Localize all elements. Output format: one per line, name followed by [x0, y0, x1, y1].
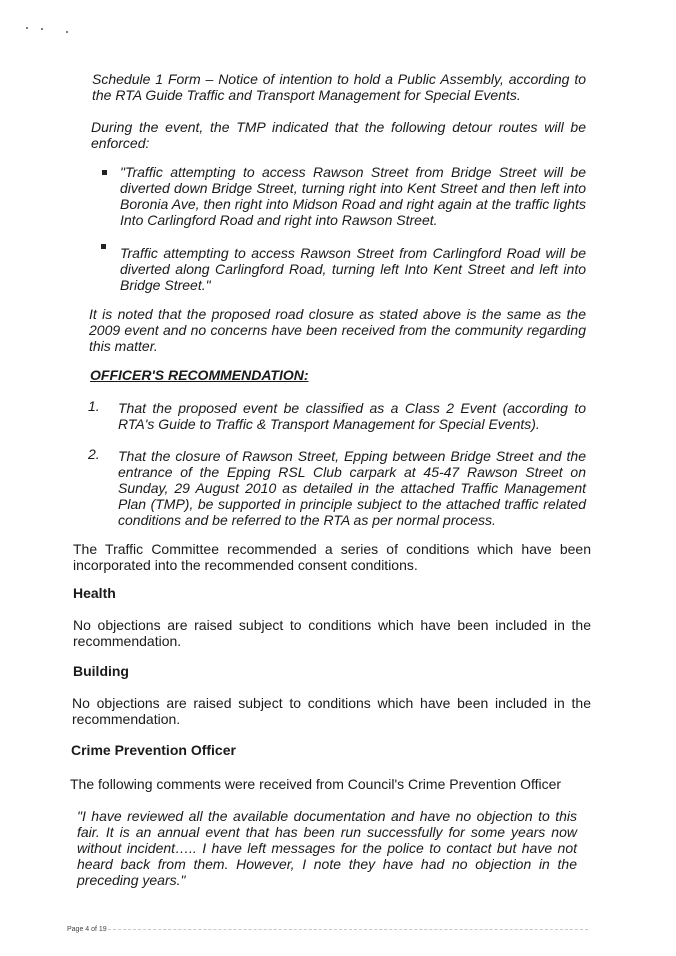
- footer-divider: [108, 929, 588, 930]
- traffic-committee-paragraph: The Traffic Committee recommended a series of conditions which have been incorporated into the recommended consent conditions.: [73, 541, 591, 573]
- health-heading: Health: [73, 585, 116, 601]
- scan-speck: [26, 27, 28, 29]
- recommendation-number-2: 2.: [88, 446, 100, 462]
- crime-prevention-intro: The following comments were received from Council's Crime Prevention Officer: [70, 776, 562, 792]
- scan-speck: [66, 31, 68, 33]
- scan-speck: [41, 28, 43, 30]
- health-paragraph: No objections are raised subject to conditions which have been included in the recommendation.: [73, 617, 591, 649]
- detour-intro-paragraph: During the event, the TMP indicated that the following detour routes will be enforced:: [91, 119, 586, 151]
- bullet-marker: [101, 244, 106, 249]
- recommendation-item-1: That the proposed event be classified as a Class 2 Event (according to RTA's Guide to Traffic & Transport Management for Special Events).: [118, 400, 586, 432]
- schedule-paragraph: Schedule 1 Form – Notice of intention to hold a Public Assembly, according to the RTA Guide Traffic and Transport Management for Special Events.: [92, 71, 586, 103]
- noted-paragraph: It is noted that the proposed road closure as stated above is the same as the 2009 event and no concerns have been received from the community regarding this matter.: [89, 306, 586, 354]
- crime-prevention-heading: Crime Prevention Officer: [71, 742, 236, 758]
- recommendation-item-2: That the closure of Rawson Street, Epping between Bridge Street and the entrance of the Epping RSL Club carpark at 45-47 Rawson Street on Sunday, 29 August 2010 as detailed in the attached Traffic Management Plan (TMP), be supported in principle subject to the attached traffic related conditions and be referred to the RTA as per normal process.: [118, 448, 586, 528]
- building-heading: Building: [73, 663, 129, 679]
- building-paragraph: No objections are raised subject to conditions which have been included in the recommendation.: [72, 695, 591, 727]
- detour-bullet-1: "Traffic attempting to access Rawson Street from Bridge Street will be diverted down Bridge Street, turning right into Kent Street and then left into Boronia Ave, then right into Midson Road and right again at the traffic lights Into Carlingford Road and right into Rawson Street.: [120, 164, 586, 228]
- recommendation-heading: OFFICER'S RECOMMENDATION:: [90, 367, 309, 383]
- bullet-marker: [102, 170, 107, 175]
- detour-bullet-2: Traffic attempting to access Rawson Street from Carlingford Road will be diverted along Carlingford Road, turning left Into Kent Street and left into Bridge Street.": [120, 245, 586, 293]
- crime-prevention-quote: "I have reviewed all the available documentation and have no objection to this fair. It is an annual event that has been run successfully for some years now without incident….. I have left messages for the police to contact but have not heard back from them. However, I note they have had no objection in the preceding years.": [77, 808, 577, 888]
- page-number: Page 4 of 19: [67, 926, 107, 933]
- recommendation-number-1: 1.: [88, 398, 100, 414]
